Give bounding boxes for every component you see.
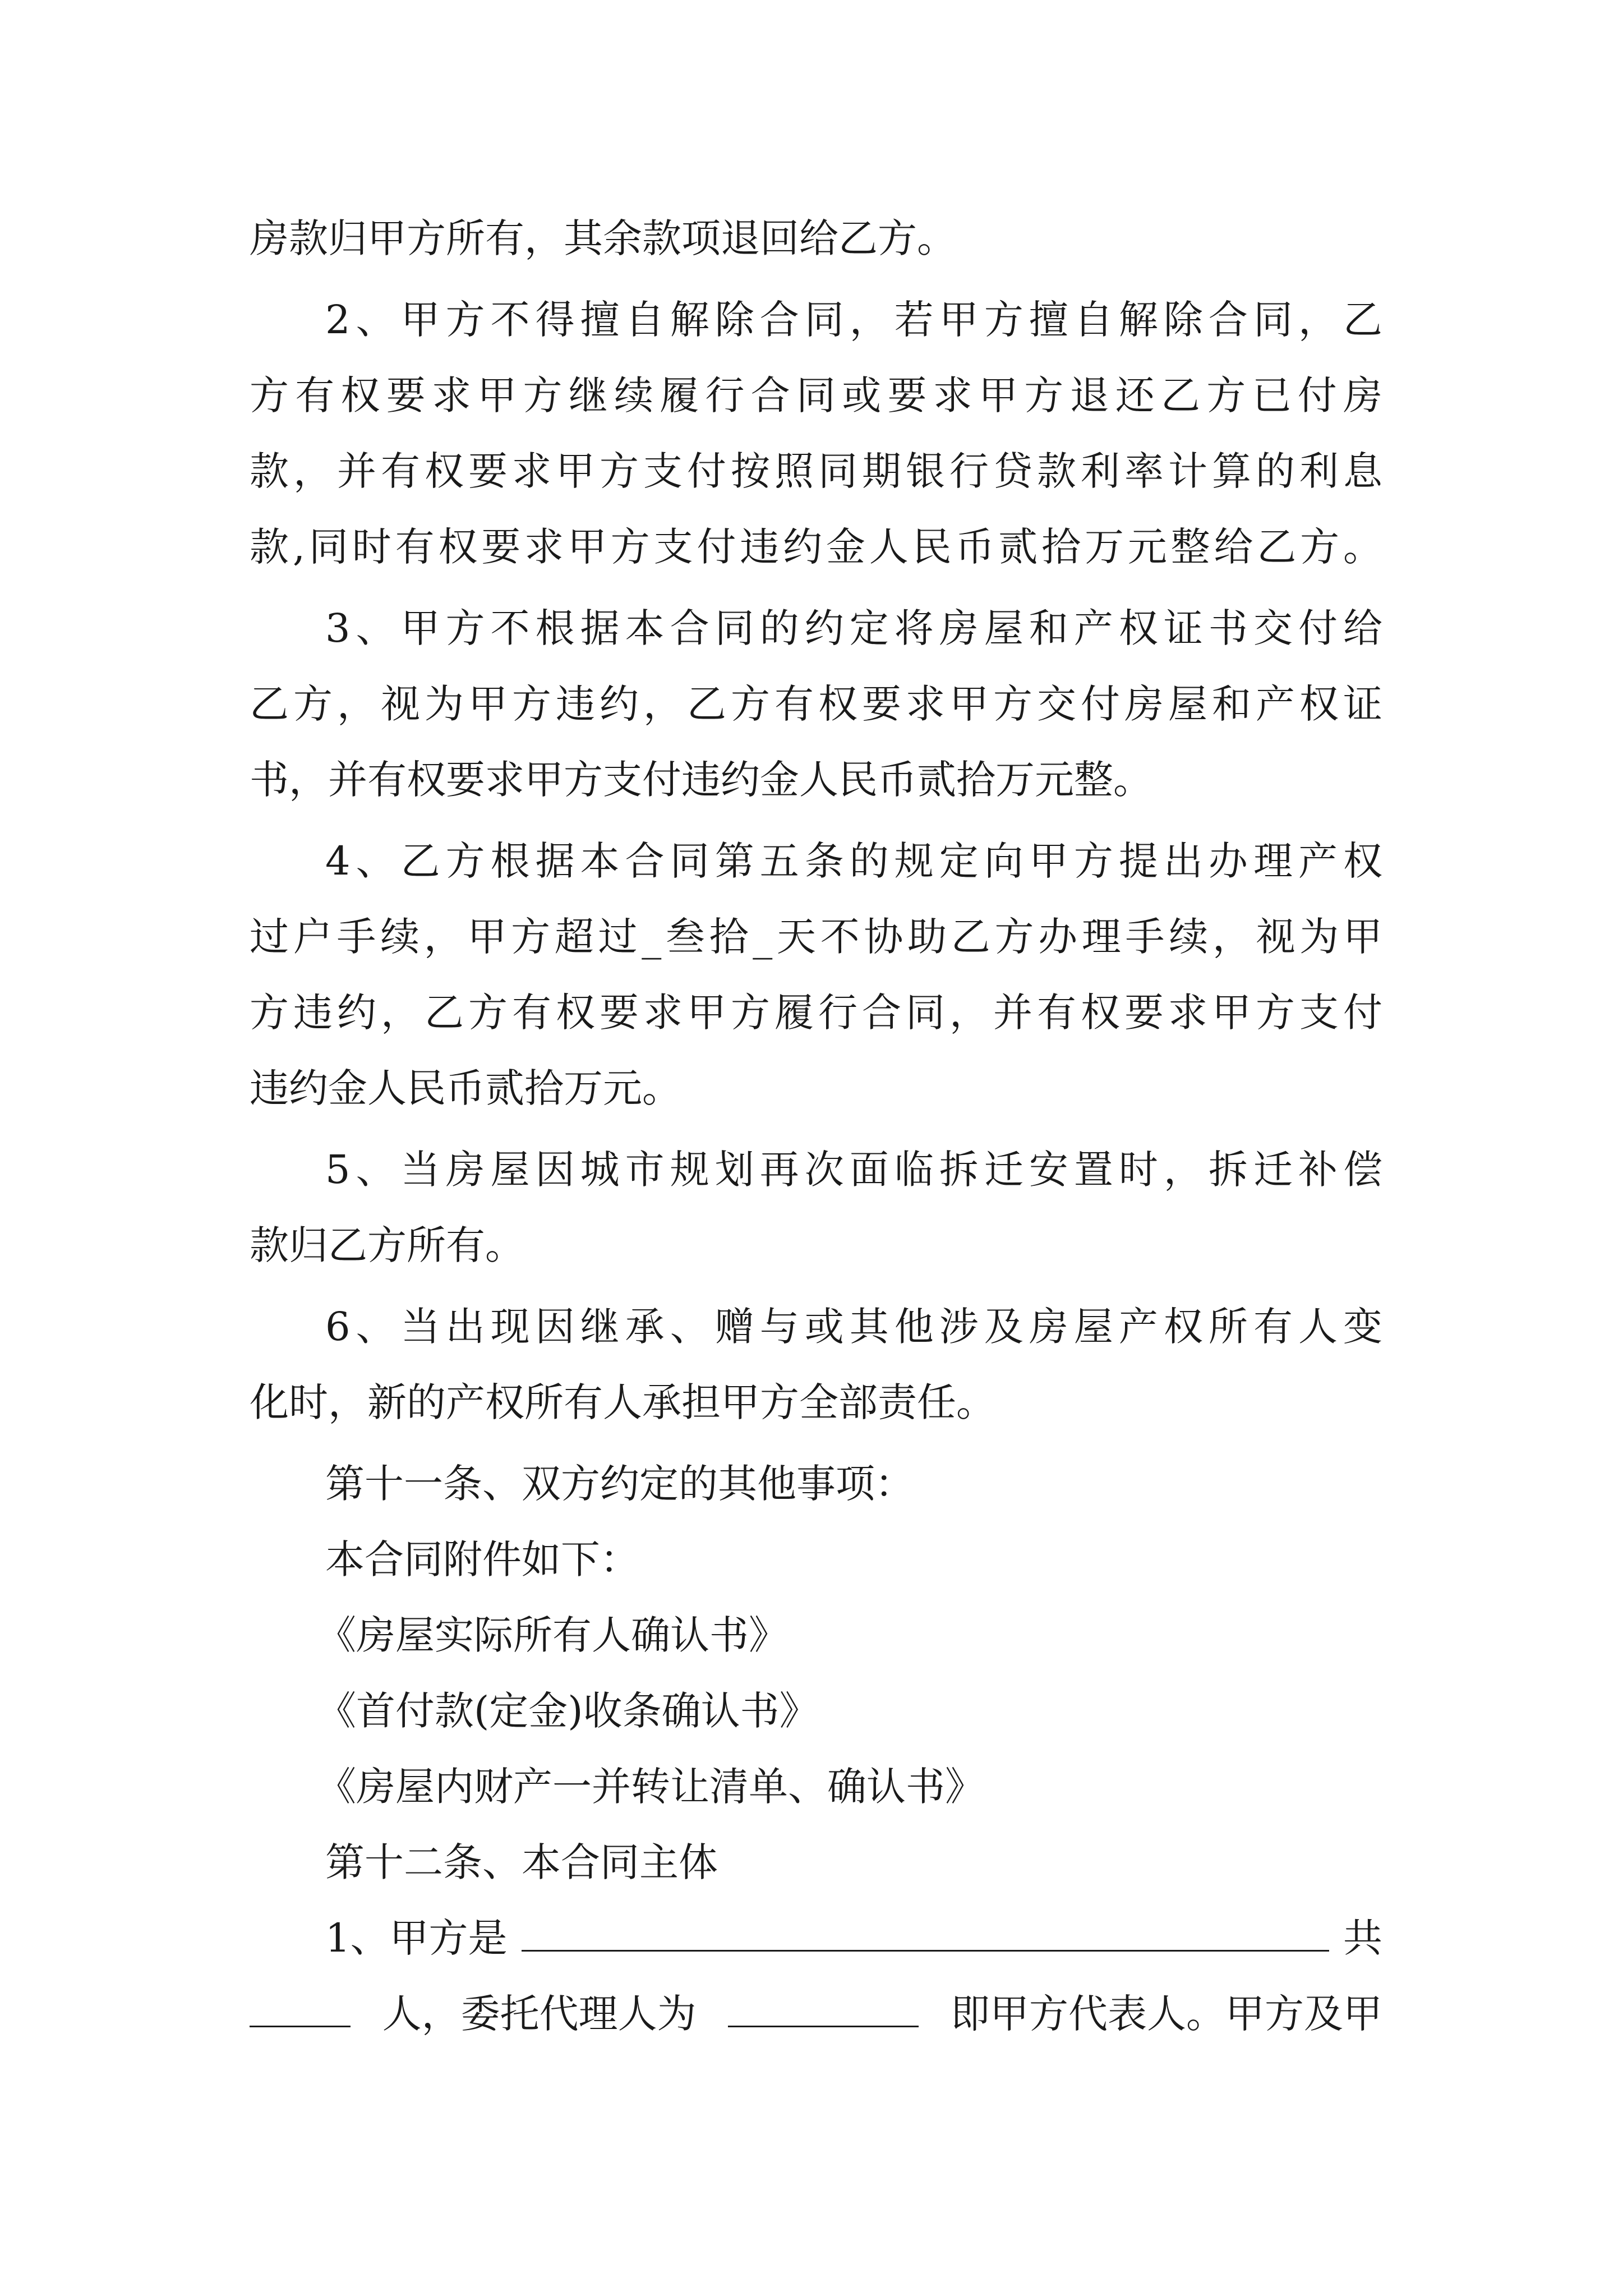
paragraph-line: 过户手续，甲方超过_叁拾_天不协助乙方办理手续，视为甲 bbox=[250, 914, 1382, 960]
paragraph-line: 违约金人民币贰拾万元。 bbox=[250, 1065, 681, 1111]
party-a-name-blank[interactable] bbox=[522, 1911, 1329, 1952]
paragraph-line: 本合同附件如下： bbox=[325, 1536, 639, 1582]
party-a-count-blank[interactable] bbox=[250, 1986, 351, 2027]
paragraph-line: 房款归甲方所有，其余款项退回给乙方。 bbox=[250, 215, 956, 261]
attachment-item: 《房屋内财产一并转让清单、确认书》 bbox=[317, 1764, 984, 1810]
section-heading: 第十一条、双方约定的其他事项： bbox=[325, 1461, 914, 1507]
party-a-prefix: 1、甲方是 bbox=[325, 1915, 508, 1961]
paragraph-line: 6、当出现因继承、赠与或其他涉及房屋产权所有人变 bbox=[325, 1304, 1382, 1350]
paragraph-line: 方违约，乙方有权要求甲方履行合同，并有权要求甲方支付 bbox=[250, 990, 1382, 1036]
attachment-item: 《房屋实际所有人确认书》 bbox=[317, 1612, 788, 1658]
paragraph-line: 化时，新的产权所有人承担甲方全部责任。 bbox=[250, 1379, 995, 1425]
party-a-line-2 bbox=[250, 1986, 1382, 2042]
agent-name-blank[interactable] bbox=[728, 1986, 919, 2027]
paragraph-line: 款,同时有权要求甲方支付违约金人民币贰拾万元整给乙方。 bbox=[250, 524, 1382, 570]
party-a-suffix: 共 bbox=[1343, 1915, 1382, 1961]
paragraph-line: 4、乙方根据本合同第五条的规定向甲方提出办理产权 bbox=[325, 838, 1382, 884]
paragraph-line: 3、甲方不根据本合同的约定将房屋和产权证书交付给 bbox=[325, 605, 1382, 651]
party-a-seg2: 即甲方代表人。甲方及甲 bbox=[950, 1991, 1382, 2037]
party-a-line bbox=[325, 1910, 1382, 1966]
paragraph-line: 乙方，视为甲方违约，乙方有权要求甲方交付房屋和产权证 bbox=[250, 681, 1382, 727]
paragraph-line: 2、甲方不得擅自解除合同，若甲方擅自解除合同，乙 bbox=[325, 297, 1382, 343]
paragraph-line: 方有权要求甲方继续履行合同或要求甲方退还乙方已付房 bbox=[250, 372, 1382, 418]
paragraph-line: 书，并有权要求甲方支付违约金人民币贰拾万元整。 bbox=[250, 757, 1152, 803]
paragraph-line: 款归乙方所有。 bbox=[250, 1222, 524, 1268]
paragraph-line: 5、当房屋因城市规划再次面临拆迁安置时，拆迁补偿 bbox=[325, 1147, 1382, 1193]
attachment-item: 《首付款(定金)收条确认书》 bbox=[317, 1688, 819, 1734]
party-a-seg1: 人，委托代理人为 bbox=[382, 1991, 697, 2037]
paragraph-line: 款，并有权要求甲方支付按照同期银行贷款利率计算的利息 bbox=[250, 448, 1382, 494]
section-heading: 第十二条、本合同主体 bbox=[325, 1839, 718, 1885]
